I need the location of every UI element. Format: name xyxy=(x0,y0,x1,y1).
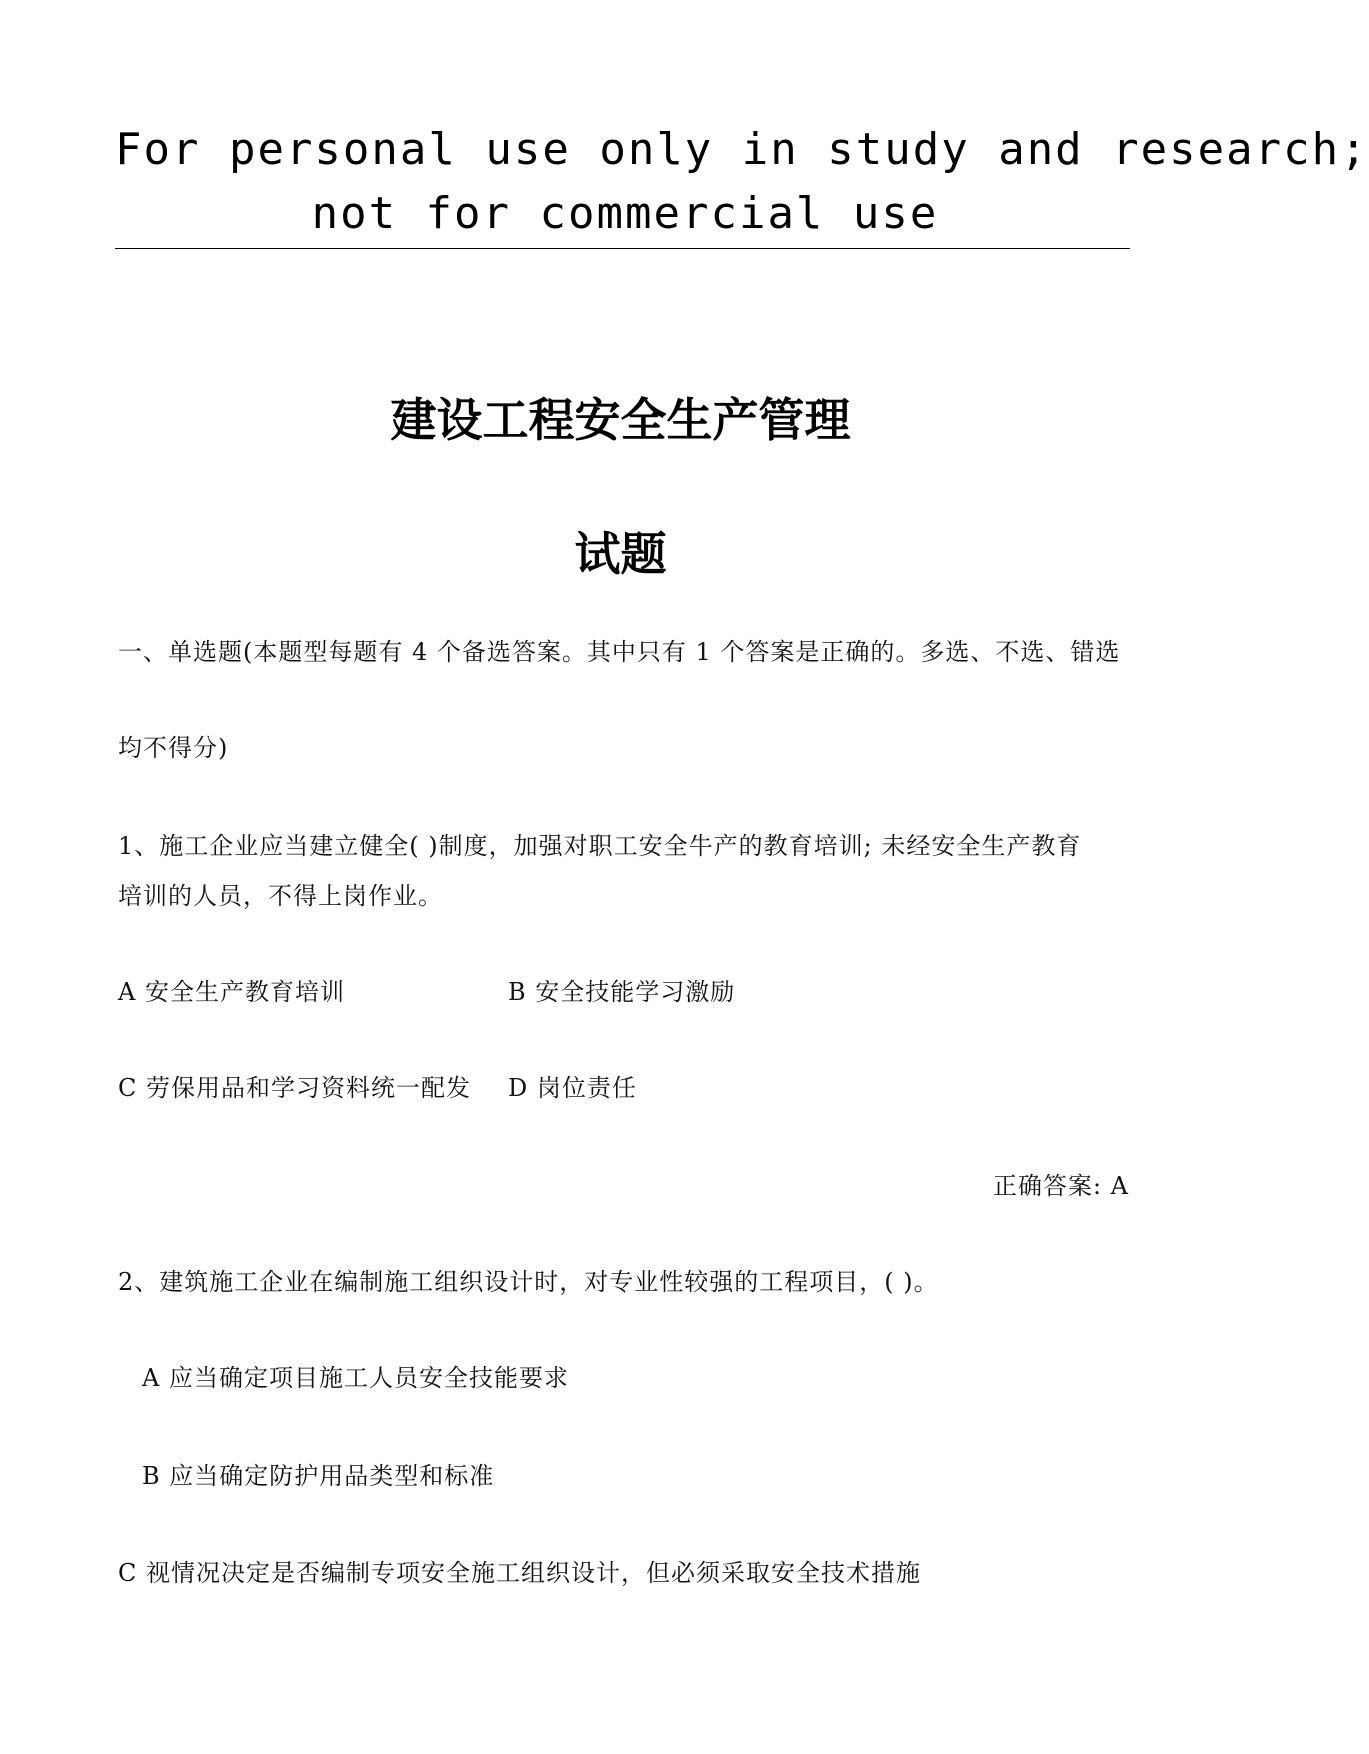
question-1-stem-line-1: 1、施工企业应当建立健全( )制度，加强对职工安全牛产的教育培训; 未经安全生产教育 xyxy=(118,832,1082,860)
question-1-option-a: A 安全生产教育培训 xyxy=(118,978,345,1006)
question-1-answer: 正确答案: A xyxy=(992,1172,1129,1200)
document-subtitle: 试题 xyxy=(574,527,667,581)
question-1-option-d: D 岗位责任 xyxy=(508,1074,637,1102)
question-2-option-a: A 应当确定项目施工人员安全技能要求 xyxy=(142,1364,569,1392)
question-1-option-b: B 安全技能学习激励 xyxy=(508,978,736,1006)
question-1-stem-line-2: 培训的人员，不得上岗作业。 xyxy=(118,882,443,910)
header-divider xyxy=(115,248,1130,249)
disclaimer-line-2: not for commercial use xyxy=(311,188,939,239)
section-heading-line-2: 均不得分) xyxy=(118,734,229,762)
document-title: 建设工程安全生产管理 xyxy=(390,393,851,447)
section-heading-line-1: 一、单选题(本题型每题有 4 个备选答案。其中只有 1 个答案是正确的。多选、不选、错选 xyxy=(118,638,1121,666)
disclaimer-line-1: For personal use only in study and research; xyxy=(115,124,1369,175)
question-1-option-c: C 劳保用品和学习资料统一配发 xyxy=(118,1074,471,1102)
question-2-option-b: B 应当确定防护用品类型和标准 xyxy=(142,1462,495,1490)
question-2-option-c: C 视情况决定是否编制专项安全施工组织设计，但必须采取安全技术措施 xyxy=(118,1559,921,1587)
question-2-stem: 2、建筑施工企业在编制施工组织设计时，对专业性较强的工程项目，( )。 xyxy=(118,1268,939,1296)
